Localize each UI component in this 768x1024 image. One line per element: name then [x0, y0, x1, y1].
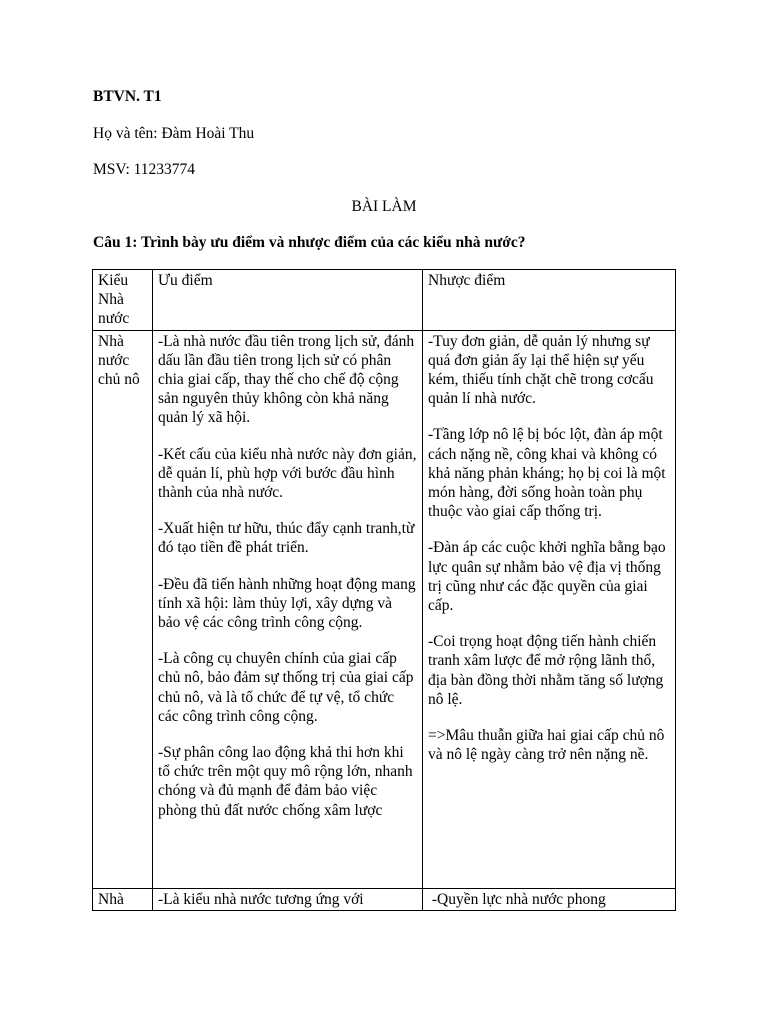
cell-disadvantages — [423, 330, 676, 888]
table-header-row — [93, 270, 676, 331]
header-cell-advantages: Ưu điểm — [153, 270, 423, 331]
cell-advantages — [153, 330, 423, 888]
student-id: MSV: 11233774 — [93, 161, 196, 178]
advantage-item: -Là nhà nước đầu tiên trong lịch sử, đánh dấu lần đầu tiên trong lịch sử có phân chia giai cấp, thay thế cho chế độ cộng sản nguyên thủy không còn khả năng quản lý xã hội. — [158, 332, 415, 427]
document-title: BTVN. T1 — [93, 88, 162, 105]
disadvantage-item: -Đàn áp các cuộc khởi nghĩa bằng bạo lực quân sự nhằm bảo vệ địa vị thống trị cũng như các đặc quyền của giai cấp. — [428, 539, 666, 615]
header-cell-disadvantages: Nhược điểm — [423, 270, 676, 331]
cell-type: Nhà nước chủ nô — [93, 330, 153, 888]
disadvantage-item: =>Mâu thuẫn giữa hai giai cấp chủ nô và nô lệ ngày càng trở nên nặng nề. — [428, 727, 665, 764]
student-name: Họ và tên: Đàm Hoài Thu — [93, 125, 255, 142]
advantage-item: -Đều đã tiến hành những hoạt động mang tính xã hội: làm thủy lợi, xây dựng và bảo vệ các công trình công cộng. — [158, 575, 416, 632]
advantage-item: -Xuất hiện tư hữu, thúc đẩy cạnh tranh,từ đó tạo tiền đề phát triển. — [158, 520, 415, 557]
cell-disadvantages: -Quyền lực nhà nước phong — [423, 888, 676, 910]
disadvantage-item: -Tuy đơn giản, dễ quản lý nhưng sự quá đơn giản ấy lại thể hiện sự yếu kém, thiếu tính chặt chẽ trong cơcấu quản lí nhà nước. — [428, 332, 654, 408]
header-cell-type: Kiểu Nhà nước — [93, 270, 153, 331]
cell-type: Nhà — [93, 888, 153, 910]
cell-advantages: -Là kiểu nhà nước tương ứng với — [153, 888, 423, 910]
advantage-item: -Kết cấu của kiểu nhà nước này đơn giản, dễ quản lí, phù hợp với bước đầu hình thành của nhà nước. — [158, 445, 417, 502]
advantage-item: -Sự phân công lao động khả thi hơn khi tổ chức trên một quy mô rộng lớn, nhanh chóng và đủ mạnh để đảm bảo việc phòng thủ đất nước chống xâm lược — [158, 744, 413, 819]
disadvantage-item: -Coi trọng hoạt động tiến hành chiến tranh xâm lược để mở rộng lãnh thổ, địa bàn đồng thời nhằm tăng số lượng nô lệ. — [428, 633, 664, 708]
question-1: Câu 1: Trình bày ưu điểm và nhược điểm của các kiểu nhà nước? — [93, 234, 526, 251]
comparison-table — [92, 269, 676, 911]
table-row — [93, 330, 676, 888]
disadvantage-item: -Tầng lớp nô lệ bị bóc lột, đàn áp một cách nặng nề, công khai và không có khả năng phản kháng; họ bị coi là một món hàng, đời sống hoàn toàn phụ thuộc vào giai cấp thống trị. — [428, 426, 666, 521]
table-row — [93, 888, 676, 910]
section-heading: BÀI LÀM — [351, 198, 417, 215]
advantage-item: -Là công cụ chuyên chính của giai cấp chủ nô, bảo đảm sự thống trị của giai cấp chủ nô, và là tổ chức để tự vệ, tổ chức các công trình công cộng. — [158, 650, 414, 725]
